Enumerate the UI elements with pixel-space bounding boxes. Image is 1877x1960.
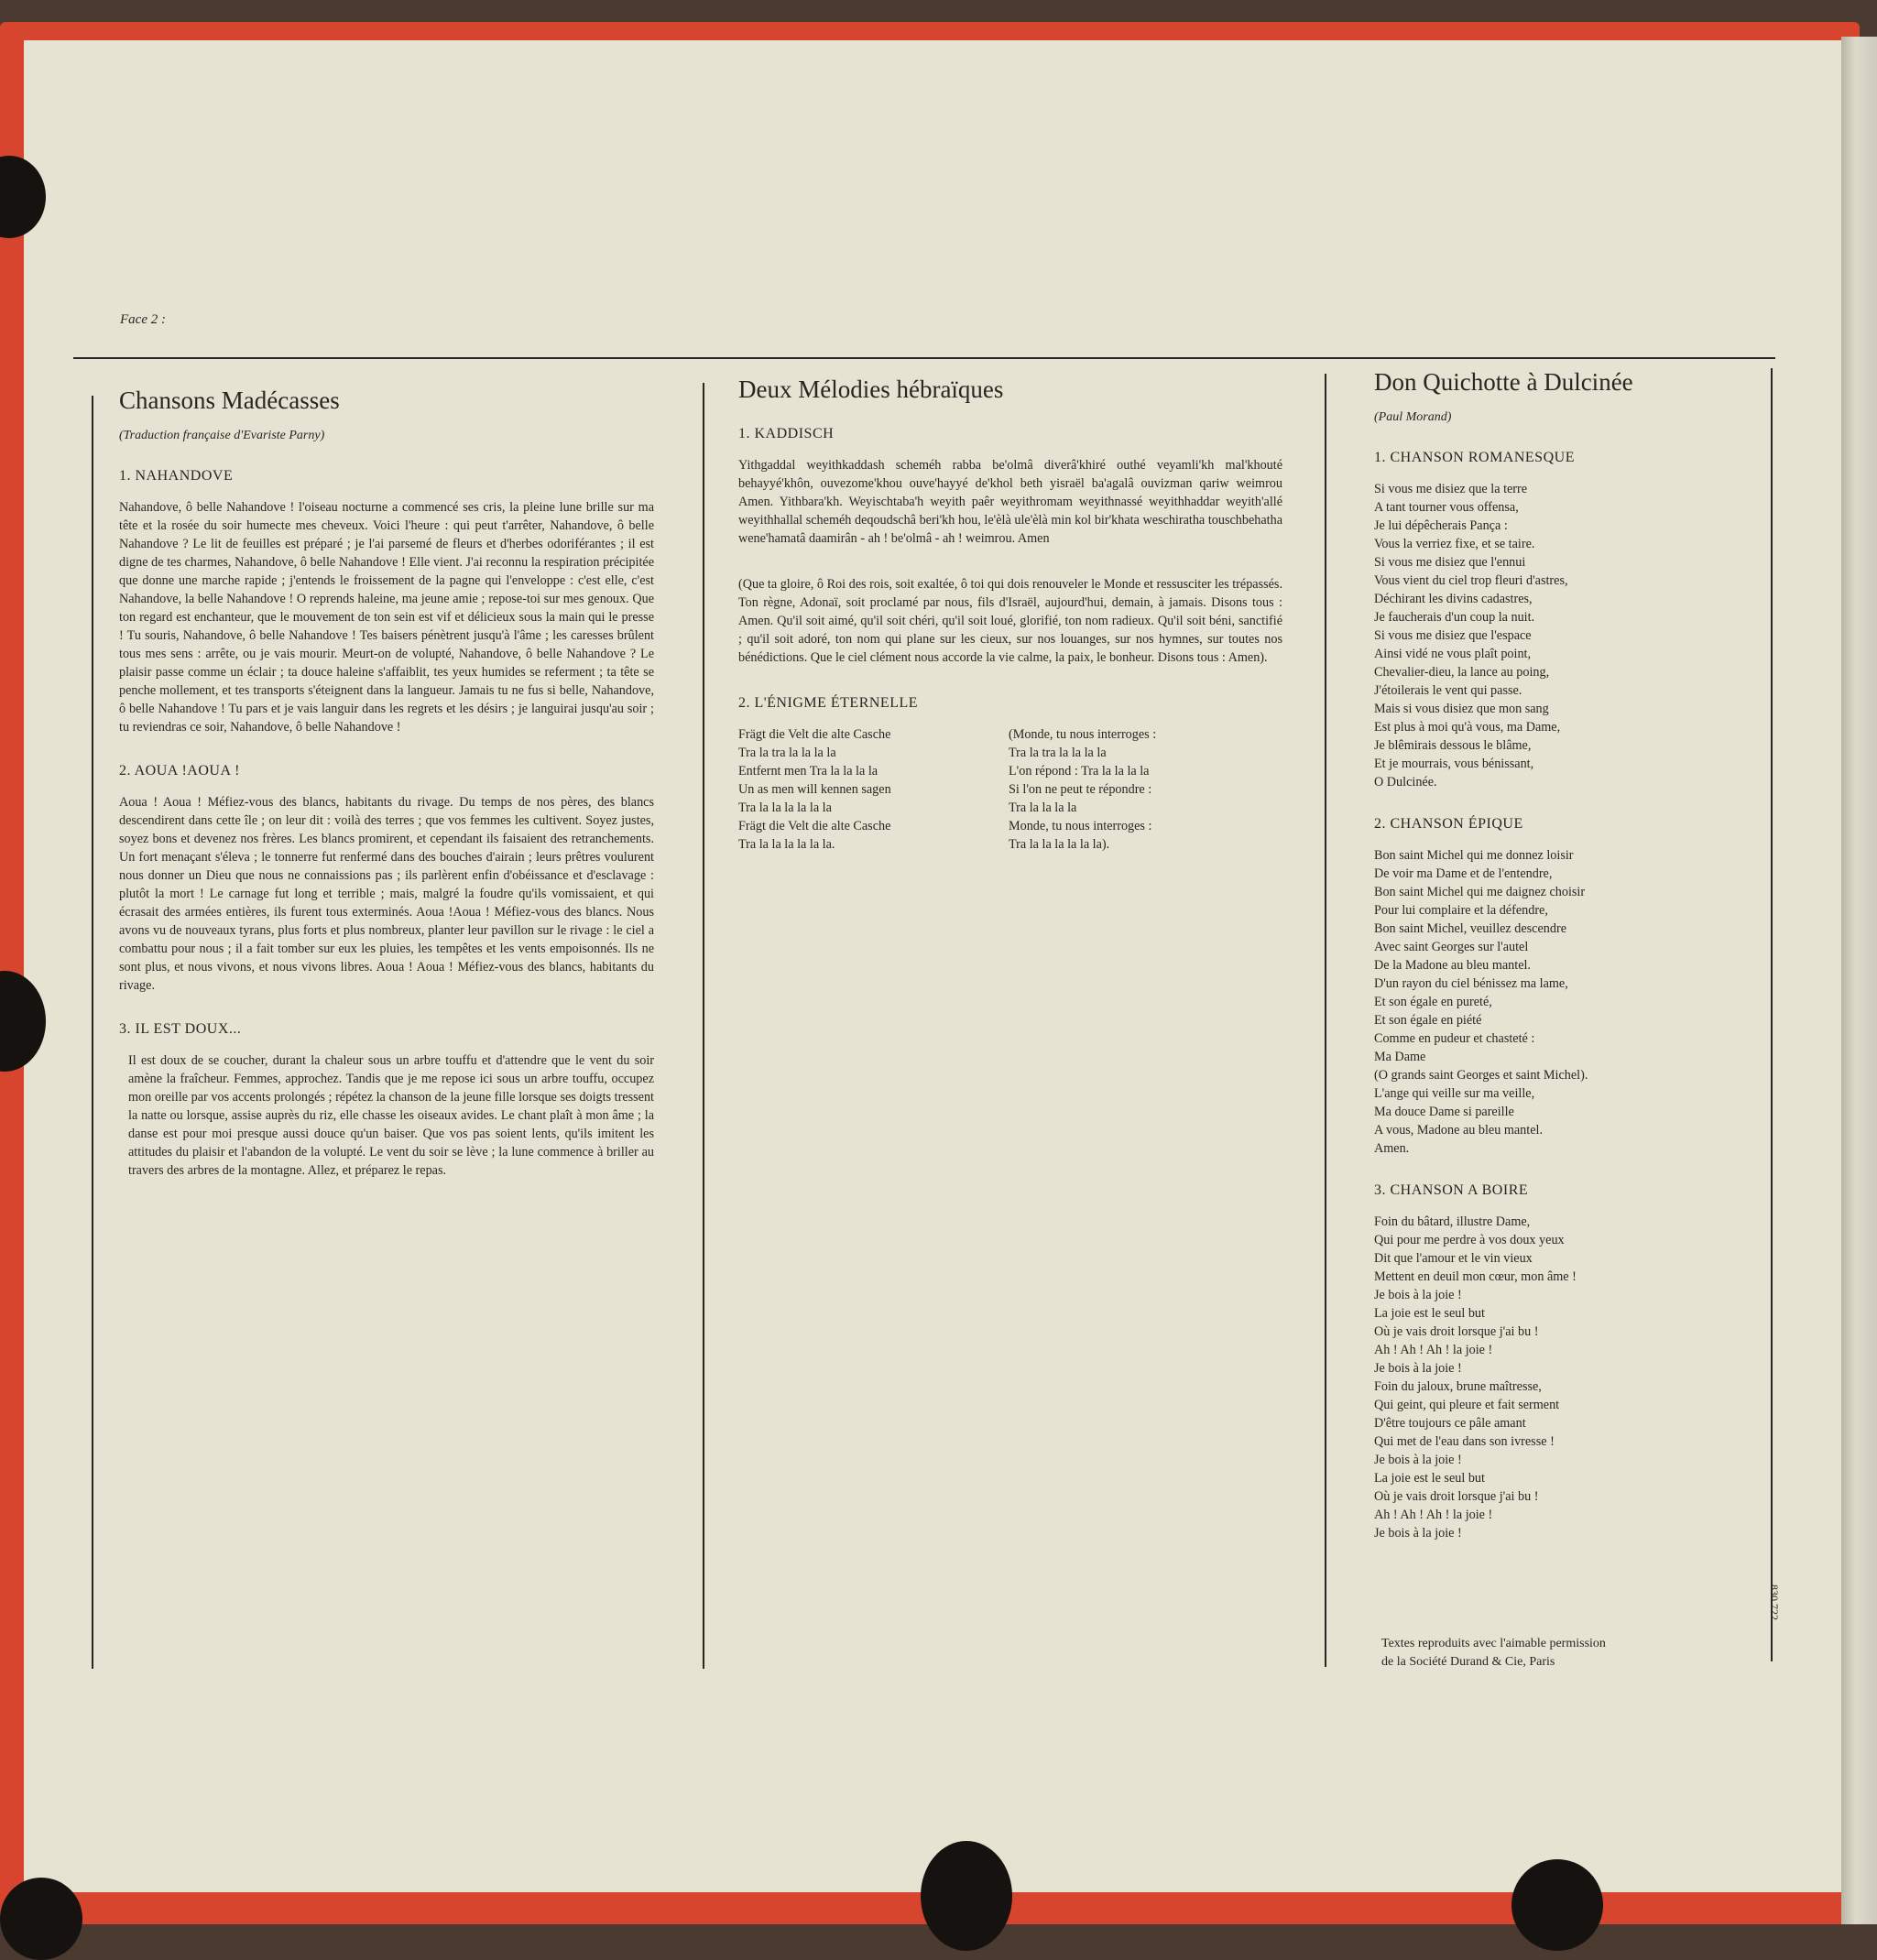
col2-verses-yiddish <box>738 725 1009 854</box>
col2-section2-heading: 2. L'ÉNIGME ÉTERNELLE <box>738 695 919 711</box>
verse-line: Tra la tra la la la la <box>1009 746 1107 760</box>
verse-line: Où je vais droit lorsque j'ai bu ! <box>1374 1324 1539 1339</box>
permission-footnote <box>1381 1635 1606 1671</box>
verse-line: Et son égale en pureté, <box>1374 995 1492 1009</box>
verse-line: O Dulcinée. <box>1374 775 1437 789</box>
col1-section3-text: Il est doux de se coucher, durant la chaleur sous un arbre touffu et d'attendre que le vent du soir amène la fraîcheur. Femmes, approchez. Tandis que je me repose ici sous un arbre touffu, occupez mon oreille par vos accents prolongés ; répétez la chanson de la jeune fille lorsque ses doigts tressent la natte ou lorsque, assise auprès du riz, elle chasse les oiseaux avides. Le chant plaît à mon âme ; la danse est pour moi presque aussi douce qu'un baiser. Que vos pas soient lents, qu'ils imitent les attitudes du plaisir et l'abandon de la volupté. Le vent du soir se lève ; la lune commence à briller au travers des arbres de la montagne. Allez, et préparez le repas. <box>128 1053 654 1178</box>
verse-line: Chevalier-dieu, la lance au poing, <box>1374 665 1550 680</box>
verse-line: D'un rayon du ciel bénissez ma lame, <box>1374 976 1568 991</box>
verse-line: Mais si vous disiez que mon sang <box>1374 702 1549 716</box>
col3-section1-heading: 1. CHANSON ROMANESQUE <box>1374 450 1575 465</box>
verse-line: Frägt die Velt die alte Casche <box>738 727 891 742</box>
verse-line: Je faucherais d'un coup la nuit. <box>1374 610 1535 625</box>
verse-line: Vous la verriez fixe, et se taire. <box>1374 537 1535 551</box>
verse-line: Ma Dame <box>1374 1050 1426 1064</box>
col3-chanson-romanesque <box>1374 480 1759 791</box>
verse-line: Foin du jaloux, brune maîtresse, <box>1374 1379 1542 1394</box>
verse-line: Tra la la la la <box>1009 800 1077 815</box>
verse-line: Est plus à moi qu'à vous, ma Dame, <box>1374 720 1561 735</box>
verse-line: Tra la la la la la la. <box>738 837 835 852</box>
catalog-number: 830 722 <box>1768 1584 1781 1620</box>
col1-credit: (Traduction française d'Evariste Parny) <box>119 429 325 442</box>
col1-section1-text: Nahandove, ô belle Nahandove ! l'oiseau nocturne a commencé ses cris, la pleine lune brille sur ma tête et la rosée du soir humecte mes cheveux. Voici l'heure : qui peut t'arrêter, Nahandove, ô belle Nahandove ? Le lit de feuilles est préparé ; je l'ai parsemé de fleurs et d'herbes odoriférantes ; il est digne de tes charmes, Nahandove, ô belle Nahandove ! Elle vient. J'ai reconnu la respiration précipitée que donne une marche rapide ; j'entends le froissement de la pagne qui l'enveloppe : c'est elle, c'est Nahandove, la belle Nahandove ! O reprends haleine, ma jeune amie ; repose-toi sur mes genoux. Que ton regard est enchanteur, que le mouvement de ton sein est vif et délicieux sous la main qui le presse ! Tu souris, Nahandove, ô belle Nahandove ! Tes baisers pénètrent jusqu'à l'âme ; les caresses brûlent tous mes sens : arrête, ou je vais mourir. Meurt-on de volupté, Nahandove, ô belle Nahandove ? Le plaisir passe comme un éclair ; ta douce haleine s'affaiblit, tes yeux humides se referment ; ta tête se penche mollement, et tes transports s'éteignent dans la langueur. Jamais tu ne fus si belle, Nahandove, ô belle Nahandove ! Tu pars et je vais languir dans les regrets et les désirs ; je languirai jusqu'au soir ; tu reviendras ce soir, Nahandove, ô belle Nahandove ! <box>119 500 654 735</box>
col3-chanson-a-boire <box>1374 1213 1759 1542</box>
clip-shadow-bottom-left <box>0 1878 82 1960</box>
col2-hebrew-text: Yithgaddal weyithkaddash scheméh rabba be'olmâ diverâ'khiré outhé veyamli'kh mal'khouté behayyé'khôn, ouvezome'khou ouve'hayyé de'khol beth yisraël ba'agalâ ouvizman qariw weimrou Amen. Yithbara'kh. Weyischtaba'h weyith paêr weyithromam weyithnassé weyithhaddar weyith'allé weyithhallal scheméh deqoudschâ beri'kh hou, le'èlà ule'èlà min kol bir'khata weschiratha touschbehatha wene'hamatâ daamirân - ah ! be'olmâ - ah ! weimrou. Amen <box>738 458 1282 546</box>
verse-line: Je bois à la joie ! <box>1374 1453 1462 1467</box>
verse-line: Vous vient du ciel trop fleuri d'astres, <box>1374 573 1568 588</box>
verse-line: Tra la la la la la la <box>738 800 832 815</box>
clip-shadow-bottom-right <box>1511 1859 1603 1951</box>
verse-line: Qui pour me perdre à vos doux yeux <box>1374 1233 1565 1247</box>
verse-line: J'étoilerais le vent qui passe. <box>1374 683 1522 698</box>
verse-line: Ah ! Ah ! Ah ! la joie ! <box>1374 1343 1493 1357</box>
col2-title: Deux Mélodies hébraïques <box>738 376 1004 403</box>
col1-section1-heading: 1. NAHANDOVE <box>119 468 234 484</box>
col1-section3-heading: 3. IL EST DOUX... <box>119 1021 242 1037</box>
verse-line: L'ange qui veille sur ma veille, <box>1374 1086 1535 1101</box>
verse-line: Avec saint Georges sur l'autel <box>1374 940 1529 954</box>
verse-line: La joie est le seul but <box>1374 1471 1485 1486</box>
column-chansons-madecasses <box>119 385 654 1180</box>
sleeve-spine <box>1841 37 1877 1924</box>
verse-line: D'être toujours ce pâle amant <box>1374 1416 1526 1431</box>
verse-line: Tra la tra la la la la <box>738 746 836 760</box>
verse-line: Déchirant les divins cadastres, <box>1374 592 1533 606</box>
verse-line: Je bois à la joie ! <box>1374 1526 1462 1541</box>
verse-line: Ainsi vidé ne vous plaît point, <box>1374 647 1532 661</box>
col3-credit: (Paul Morand) <box>1374 410 1452 424</box>
verse-line: Foin du bâtard, illustre Dame, <box>1374 1214 1531 1229</box>
verse-line: Je bois à la joie ! <box>1374 1361 1462 1376</box>
col1-section2-text: Aoua ! Aoua ! Méfiez-vous des blancs, habitants du rivage. Du temps de nos pères, des blancs descendirent dans cette île ; on leur dit : voilà des terres ; que vos femmes les cultivent. Soyez justes, soyez bons et devenez nos frères. Les blancs promirent, et cependant ils faisaient des retranchements. Un fort menaçant s'éleva ; le tonnerre fut renfermé dans des bouches d'airain ; leurs prêtres voulurent nous donner un Dieu que nous ne connaissions pas ; ils parlèrent enfin d'obéissance et d'esclavage : plutôt la mort ! Le carnage fut long et terrible ; mais, malgré la foudre qu'ils vomissaient, et qui écrasait des armées entières, ils furent tous exterminés. Aoua !Aoua ! Méfiez-vous des blancs. Nous avons vu de nouveaux tyrans, plus forts et plus nombreux, planter leur pavillon sur le rivage : le ciel a combattu pour nous ; il a fait tomber sur eux les pluies, les tempêtes et les vents empoisonnés. Ils ne sont plus, et nous vivons, et nous vivons libres. Aoua ! Aoua ! Méfiez-vous des blancs, habitants du rivage. <box>119 795 654 993</box>
verse-line: A vous, Madone au bleu mantel. <box>1374 1123 1544 1138</box>
verse-line: Ma douce Dame si pareille <box>1374 1105 1514 1119</box>
verse-line: Monde, tu nous interroges : <box>1009 819 1152 833</box>
verse-line: Je lui dépêcherais Pança : <box>1374 518 1508 533</box>
verse-line: Si l'on ne peut te répondre : <box>1009 782 1152 797</box>
verse-line: Amen. <box>1374 1141 1410 1156</box>
verse-line: Bon saint Michel qui me daignez choisir <box>1374 885 1586 899</box>
verse-line: La joie est le seul but <box>1374 1306 1485 1321</box>
verse-line: (Monde, tu nous interroges : <box>1009 727 1157 742</box>
col3-title: Don Quichotte à Dulcinée <box>1374 368 1633 396</box>
verse-line: Où je vais droit lorsque j'ai bu ! <box>1374 1489 1539 1504</box>
footnote-line-2: de la Société Durand & Cie, Paris <box>1381 1655 1555 1669</box>
verse-line: (O grands saint Georges et saint Michel). <box>1374 1068 1588 1083</box>
verse-line: Un as men will kennen sagen <box>738 782 891 797</box>
column-rule-1 <box>92 396 93 1669</box>
verse-line: Et je mourrais, vous bénissant, <box>1374 757 1534 771</box>
verse-line: Je blêmirais dessous le blâme, <box>1374 738 1532 753</box>
column-rule-2 <box>703 383 704 1669</box>
verse-line: Bon saint Michel, veuillez descendre <box>1374 921 1566 936</box>
column-deux-melodies-hebraiques <box>738 374 1282 854</box>
verse-line: Mettent en deuil mon cœur, mon âme ! <box>1374 1269 1577 1284</box>
verse-line: Ah ! Ah ! Ah ! la joie ! <box>1374 1508 1493 1522</box>
col2-section1-heading: 1. KADDISCH <box>738 426 835 441</box>
footnote-line-1: Textes reproduits avec l'aimable permission <box>1381 1637 1606 1650</box>
column-don-quichotte <box>1374 366 1759 1542</box>
col3-section2-heading: 2. CHANSON ÉPIQUE <box>1374 816 1523 832</box>
col2-verses-french <box>1009 725 1279 854</box>
verse-line: Si vous me disiez que la terre <box>1374 482 1528 496</box>
clip-shadow-bottom-middle <box>921 1841 1012 1951</box>
verse-line: Et son égale en piété <box>1374 1013 1482 1028</box>
verse-line: Pour lui complaire et la défendre, <box>1374 903 1548 918</box>
verse-line: Si vous me disiez que l'espace <box>1374 628 1532 643</box>
verse-line: Qui met de l'eau dans son ivresse ! <box>1374 1434 1555 1449</box>
col1-title: Chansons Madécasses <box>119 387 340 414</box>
verse-line: Si vous me disiez que l'ennui <box>1374 555 1526 570</box>
verse-line: Tra la la la la la la). <box>1009 837 1110 852</box>
verse-line: Je bois à la joie ! <box>1374 1288 1462 1302</box>
column-rule-4 <box>1771 368 1773 1661</box>
col2-enigme-verses <box>738 725 1282 854</box>
verse-line: Comme en pudeur et chasteté : <box>1374 1031 1535 1046</box>
col3-section3-heading: 3. CHANSON A BOIRE <box>1374 1182 1529 1198</box>
verse-line: Entfernt men Tra la la la la <box>738 764 878 779</box>
verse-line: De voir ma Dame et de l'entendre, <box>1374 866 1553 881</box>
header-rule <box>73 357 1775 359</box>
col1-section2-heading: 2. AOUA !AOUA ! <box>119 763 240 779</box>
col2-french-translation: (Que ta gloire, ô Roi des rois, soit exaltée, ô toi qui dois renouveler le Monde et ressusciter les trépassés. Ton règne, Adonaï, soit proclamé par nous, fils d'Israël, aujourd'hui, demain, à jamais. Disons tous : Amen. Qu'il soit aimé, qu'il soit chéri, qu'il soit loué, glorifié, ton nom radieux. Qu'il soit béni, sanctifié ; qu'il soit adoré, ton nom qui plane sur les cieux, sur nos louanges, sur nos hymnes, sur toutes nos bénédictions. Que le ciel clément nous accorde la vie calme, la paix, le bonheur. Disons tous : Amen). <box>738 577 1282 665</box>
verse-line: Frägt die Velt die alte Casche <box>738 819 891 833</box>
face-label: Face 2 : <box>120 312 166 327</box>
verse-line: Dit que l'amour et le vin vieux <box>1374 1251 1533 1266</box>
col3-chanson-epique <box>1374 846 1759 1158</box>
verse-line: L'on répond : Tra la la la la <box>1009 764 1150 779</box>
verse-line: De la Madone au bleu mantel. <box>1374 958 1531 973</box>
verse-line: Bon saint Michel qui me donnez loisir <box>1374 848 1574 863</box>
verse-line: Qui geint, qui pleure et fait serment <box>1374 1398 1560 1412</box>
verse-line: A tant tourner vous offensa, <box>1374 500 1519 515</box>
column-rule-3 <box>1325 374 1326 1667</box>
